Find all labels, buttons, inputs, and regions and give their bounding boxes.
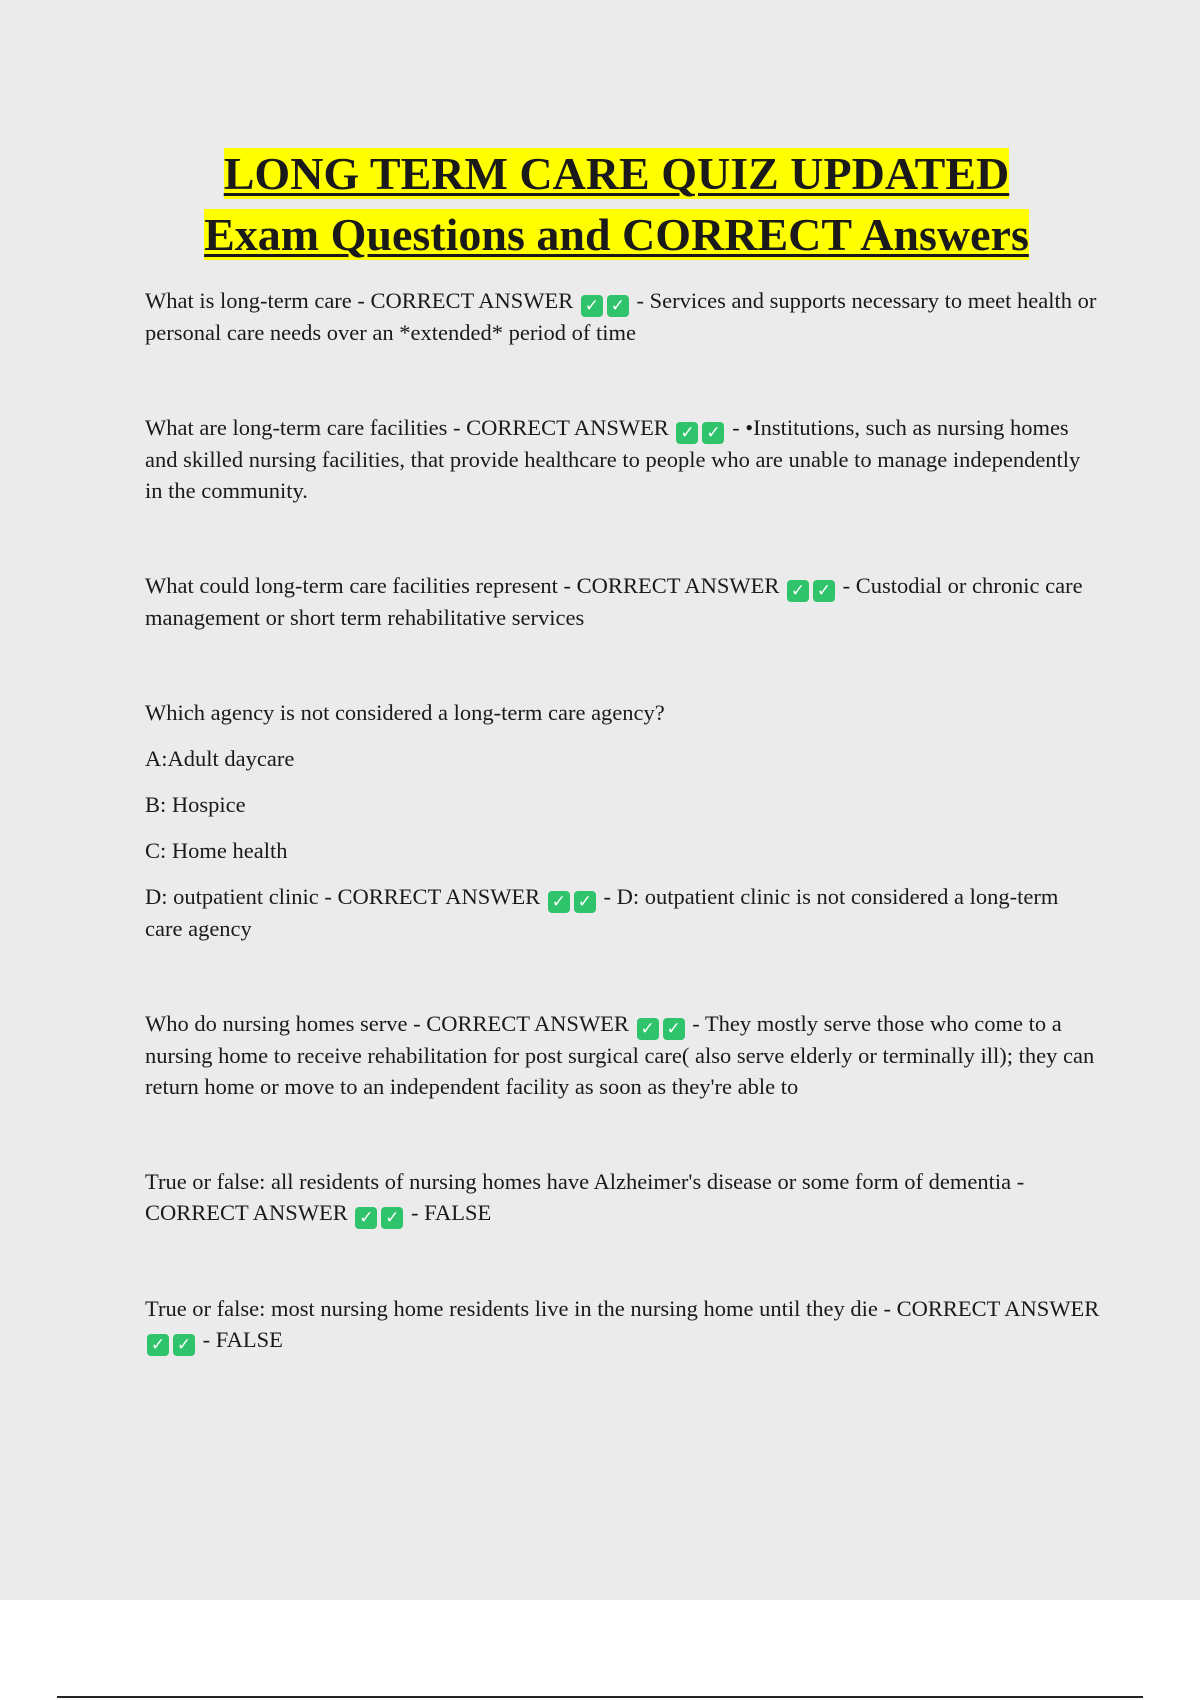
qa-item-1 [145, 285, 1100, 348]
check-box-icon: ✓ [147, 1334, 169, 1356]
check-box-icon: ✓ [813, 580, 835, 602]
qa-item-7 [145, 1293, 1100, 1356]
document-title [0, 143, 1200, 265]
check-box-icon: ✓ [607, 295, 629, 317]
question-text: What are long-term care facilities - CORRECT ANSWER [145, 415, 669, 440]
answer-text: - They mostly serve those who come to a nursing home to receive rehabilitation for post surgical care( also serve elderly or terminally ill); they can return home or move to an independent facility as soon as they're able to [145, 1011, 1095, 1099]
check-box-icon: ✓ [787, 580, 809, 602]
option-d-answer [145, 881, 1100, 944]
check-box-icon: ✓ [548, 891, 570, 913]
answer-text: - Custodial or chronic care management or short term rehabilitative services [145, 573, 1083, 630]
check-box-icon: ✓ [676, 422, 698, 444]
answer-text: - Services and supports necessary to meet health or personal care needs over an *extended* period of time [145, 288, 1097, 345]
question-text: True or false: most nursing home residents live in the nursing home until they die - CORRECT ANSWER [145, 1296, 1100, 1321]
option-b: B: Hospice [145, 792, 246, 817]
question-text: Who do nursing homes serve - CORRECT ANSWER [145, 1011, 629, 1036]
check-box-icon: ✓ [574, 891, 596, 913]
qa-item-4 [145, 697, 1100, 944]
question-text: True or false: all residents of nursing homes have Alzheimer's disease or some form of dementia - CORRECT ANSWER [145, 1169, 1025, 1225]
question-text: What is long-term care - CORRECT ANSWER [145, 288, 574, 313]
option-d-text: D: outpatient clinic - CORRECT ANSWER [145, 884, 541, 909]
check-box-icon: ✓ [581, 295, 603, 317]
answer-text: - FALSE [411, 1200, 492, 1225]
answer-text: - D: outpatient clinic is not considered a long-term care agency [145, 884, 1059, 941]
qa-list [145, 285, 1100, 1356]
question-text: What could long-term care facilities represent - CORRECT ANSWER [145, 573, 780, 598]
option-c: C: Home health [145, 838, 288, 863]
footer-divider [57, 1696, 1143, 1698]
check-box-icon: ✓ [355, 1207, 377, 1229]
check-box-icon: ✓ [173, 1334, 195, 1356]
check-box-icon: ✓ [381, 1207, 403, 1229]
question-text: Which agency is not considered a long-term care agency? [145, 700, 665, 725]
qa-item-6 [145, 1166, 1100, 1229]
qa-item-5 [145, 1008, 1100, 1102]
qa-item-2 [145, 412, 1100, 506]
option-a: A:Adult daycare [145, 746, 295, 771]
check-box-icon: ✓ [637, 1018, 659, 1040]
qa-item-3 [145, 570, 1100, 633]
check-box-icon: ✓ [663, 1018, 685, 1040]
check-box-icon: ✓ [702, 422, 724, 444]
title-line-1: LONG TERM CARE QUIZ UPDATED [223, 148, 1010, 199]
answer-text: - •Institutions, such as nursing homes and skilled nursing facilities, that provide healthcare to people who are unable to manage independently in the community. [145, 415, 1081, 503]
title-line-2: Exam Questions and CORRECT Answers [204, 209, 1029, 260]
answer-text: - FALSE [202, 1327, 283, 1352]
